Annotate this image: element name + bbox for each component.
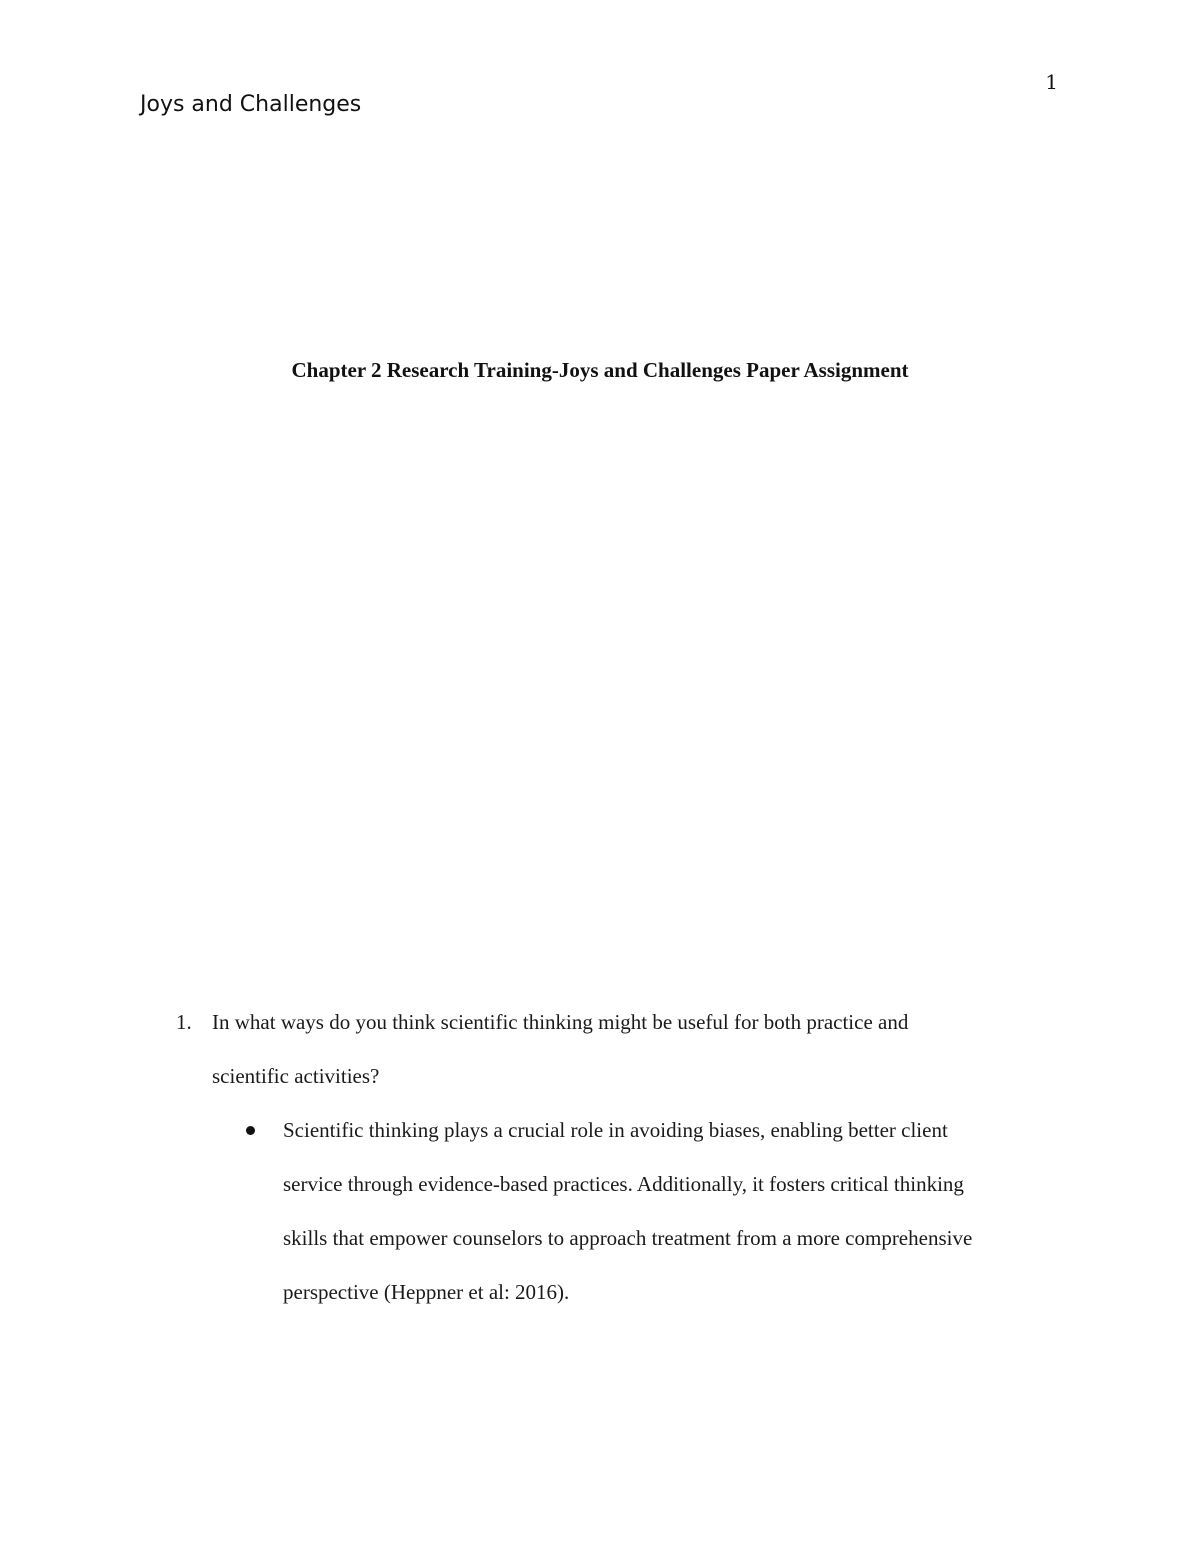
document-title: Chapter 2 Research Training-Joys and Challenges Paper Assignment [291,358,909,382]
question-text-line: In what ways do you think scientific thinking might be useful for both practice and [212,1010,909,1034]
answer-text-line: skills that empower counselors to approach treatment from a more comprehensive [283,1226,973,1250]
page-number: 1 [1045,70,1058,94]
answer-text-line: Scientific thinking plays a crucial role in avoiding biases, enabling better client [283,1118,948,1142]
question-number: 1. [176,1010,192,1034]
bullet-icon [246,1126,255,1135]
answer-text-line: service through evidence-based practices. Additionally, it fosters critical thinking [283,1172,964,1196]
question-text-line: scientific activities? [212,1064,380,1088]
answer-text-line: perspective (Heppner et al: 2016). [283,1280,570,1304]
running-head: Joys and Challenges [140,92,362,117]
